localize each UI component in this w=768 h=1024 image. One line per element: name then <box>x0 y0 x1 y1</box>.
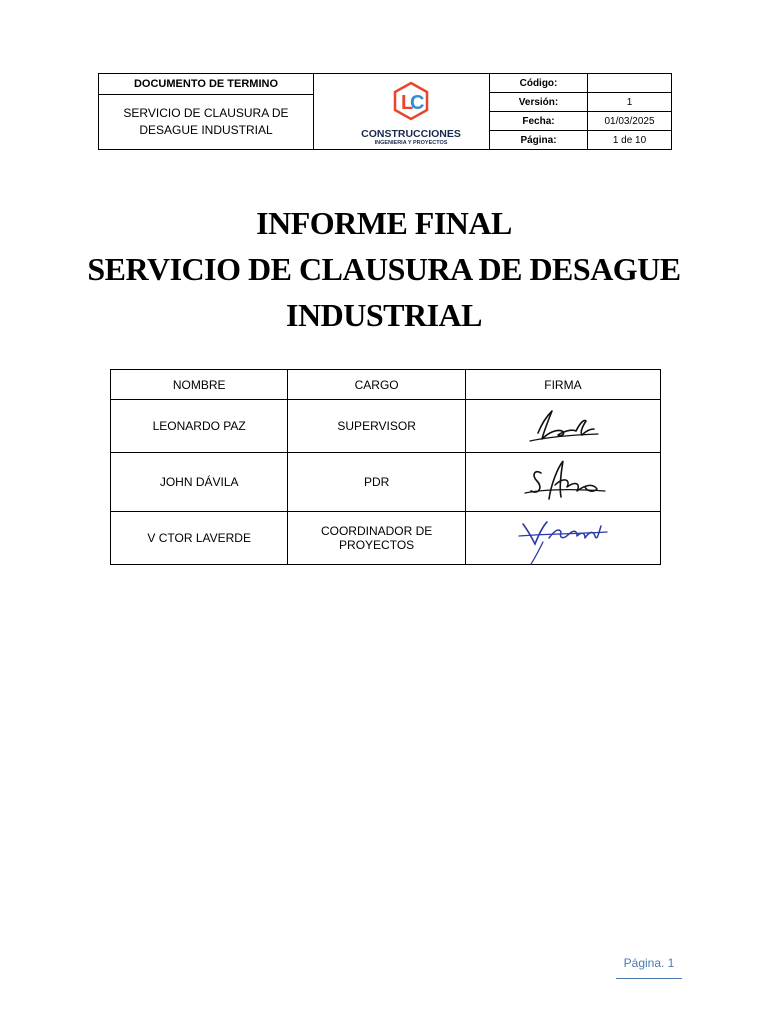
signature-image <box>518 403 608 449</box>
meta-value: 01/03/2025 <box>604 115 655 127</box>
table-header-row <box>111 370 661 400</box>
title-line-3: INDUSTRIAL <box>286 297 482 333</box>
table-row <box>111 400 661 453</box>
meta-label: Página: <box>490 131 588 149</box>
document-title: SERVICIO DE CLAUSURA DE DESAGUE INDUSTRIAL <box>123 106 289 137</box>
meta-row-code <box>490 74 671 93</box>
document-meta <box>490 74 671 149</box>
logo-name: CONSTRUCCIONES <box>361 128 461 140</box>
meta-row-date <box>490 112 671 131</box>
column-header-role: CARGO <box>288 370 466 400</box>
signature-image <box>513 508 613 568</box>
signature-table <box>110 369 661 565</box>
signature-cell <box>465 512 660 565</box>
meta-value: 1 <box>626 96 633 108</box>
column-header-signature: FIRMA <box>465 370 660 400</box>
signature-cell <box>465 400 660 453</box>
column-header-name: NOMBRE <box>111 370 288 400</box>
meta-row-version <box>490 93 671 112</box>
meta-label: Fecha: <box>490 112 588 130</box>
logo-tagline: INGENIERIA Y PROYECTOS <box>374 140 448 146</box>
meta-value: 1 de 10 <box>612 134 647 146</box>
signer-name: JOHN DÁVILA <box>111 453 288 512</box>
meta-row-page <box>490 131 671 149</box>
table-row <box>111 512 661 565</box>
logo-letter-c: C <box>410 92 425 114</box>
company-logo <box>314 74 490 149</box>
meta-label: Versión: <box>490 93 588 111</box>
signer-name: LEONARDO PAZ <box>111 400 288 453</box>
logo-icon <box>314 74 490 150</box>
signature-cell <box>465 453 660 512</box>
signature-image <box>515 455 611 509</box>
signer-role: SUPERVISOR <box>288 400 466 453</box>
signer-role: PDR <box>288 453 466 512</box>
document-type: DOCUMENTO DE TERMINO <box>99 74 313 95</box>
meta-value <box>588 74 671 92</box>
page-number: Página. 1 <box>616 956 682 979</box>
header-left <box>99 74 314 149</box>
signer-name: V CTOR LAVERDE <box>111 512 288 565</box>
logo-letter-l: L <box>401 92 414 114</box>
signer-role: COORDINADOR DE PROYECTOS <box>288 512 466 565</box>
table-row <box>111 453 661 512</box>
meta-label: Código: <box>490 74 588 92</box>
document-header <box>98 73 672 150</box>
report-title <box>0 200 768 338</box>
title-line-1: INFORME FINAL <box>256 205 512 241</box>
title-line-2: SERVICIO DE CLAUSURA DE DESAGUE <box>87 251 681 287</box>
